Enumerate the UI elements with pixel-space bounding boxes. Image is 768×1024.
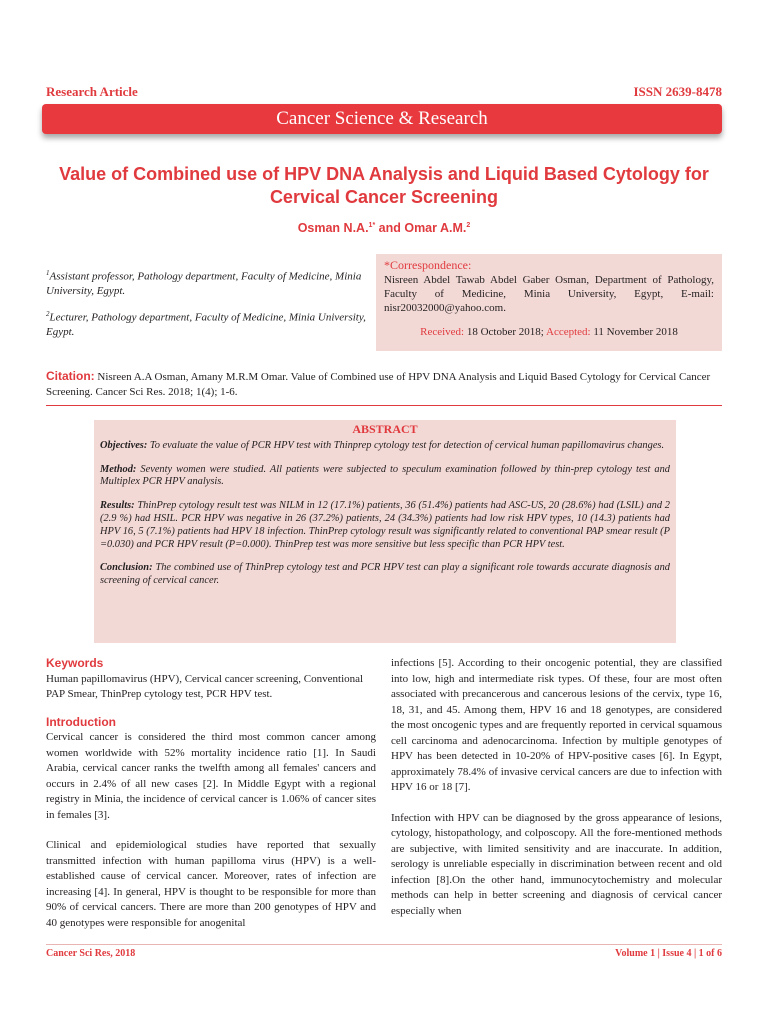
abstract-box: [94, 420, 676, 643]
affiliation-2-marker: 2: [46, 310, 50, 318]
conclusion-label: Conclusion:: [100, 562, 153, 574]
affiliation-1: [46, 266, 368, 298]
article-title: Value of Combined use of HPV DNA Analysis and Liquid Based Cytology for Cervical Cancer Screening: [59, 164, 709, 207]
footer-divider: [46, 944, 722, 945]
author-2-superscript: 2: [466, 221, 471, 229]
accepted-date: 11 November 2018: [590, 326, 678, 338]
affiliation-1-marker: 1: [46, 269, 50, 277]
citation-label: Citation:: [46, 369, 95, 383]
correspondence-heading: *Correspondence:: [384, 258, 472, 272]
right-column: [391, 656, 722, 934]
introduction-paragraph-1: Cervical cancer is considered the third most common cancer among women worldwide with 52% mortality incidence ratio [1]. In Saudi Arabia, cervical cancer ranks the twelfth among all females' cancers and occurs in 2.4% of all new cases [2]. In Middle Egypt with a regional registry in Minia, the incidence of cervical cancer is 1.06% of cancer sites in females [3].: [46, 731, 376, 821]
issn-label: ISSN 2639-8478: [633, 84, 722, 99]
author-1-superscript: 1*: [368, 221, 376, 229]
affiliation-1-text: Assistant professor, Pathology department, Faculty of Medicine, Minia University, Egypt.: [46, 270, 362, 297]
received-label: Received:: [420, 326, 465, 338]
affiliation-2-text: Lecturer, Pathology department, Faculty of Medicine, Minia University, Egypt.: [46, 311, 366, 338]
author-2: Omar A.M.: [404, 221, 467, 235]
right-paragraph-2: Infection with HPV can be diagnosed by the gross appearance of lesions, cytology, histopathology, and colposcopy. All the fore-mentioned methods are subjective, with limited sensitivity and are inaccurate. In addition, serology is unreliable especially in discrimination between recent and old infection [8].On the other hand, immunocytochemistry and molecular methods can help in better screening and diagnosis of cervical cancer especially when: [391, 811, 722, 917]
correspondence-text: Nisreen Abdel Tawab Abdel Gaber Osman, Department of Pathology, Faculty of Medicine, Minia University, Egypt, E-mail: nisr20032000@yahoo.com.: [384, 274, 714, 314]
section-divider: [46, 405, 722, 406]
abstract-heading: ABSTRACT: [352, 422, 418, 436]
correspondence-box: [376, 254, 722, 351]
footer-journal-citation: Cancer Sci Res, 2018: [46, 948, 136, 959]
abstract-objectives: [100, 440, 670, 453]
accepted-label: Accepted:: [546, 326, 591, 338]
objectives-text: To evaluate the value of PCR HPV test with Thinprep cytology test for detection of cervical human papillomavirus changes.: [147, 439, 665, 451]
results-label: Results:: [100, 500, 135, 512]
author-line: [46, 221, 722, 235]
citation-block: [46, 369, 722, 400]
citation-text: Nisreen A.A Osman, Amany M.R.M Omar. Value of Combined use of HPV DNA Analysis and Liquid Based Cytology for Cervical Cancer Screening. Cancer Sci Res. 2018; 1(4); 1-6.: [46, 371, 711, 398]
conclusion-text: The combined use of ThinPrep cytology test and PCR HPV test can play a significant role towards accurate diagnosis and screening of cervical cancer.: [100, 562, 670, 587]
method-text: Seventy women were studied. All patients were subjected to speculum examination followed by thin-prep cytology test and Multiplex PCR HPV analysis.: [100, 463, 670, 488]
keywords-heading: Keywords: [46, 656, 104, 670]
results-text: ThinPrep cytology result test was NILM in 12 (17.1%) patients, 36 (51.4%) patients had ASC-US, 20 (28.6%) had (LSIL) and 2 (2.9 %) had HSIL. PCR HPV was negative in 26 (37.2%) patients, 24 (34.3%) patients had low risk HPV types, 10 (14.3) patients had HPV 16, 5 (7.1%) patients had HPV 18 infection. ThinPrep cytology result was significantly related to conventional PAP smear result (P =0.030) and PCR HPV result (P=0.000). ThinPrep test was more sensitive but less specific than PCR HPV test.: [100, 500, 670, 550]
abstract-conclusion: [100, 562, 670, 588]
received-date: 18 October 2018;: [464, 326, 546, 338]
left-column: [46, 656, 376, 946]
abstract-method: [100, 464, 670, 490]
introduction-paragraph-2: Clinical and epidemiological studies have reported that sexually transmitted infection with human papilloma virus (HPV) is a well-established cause of cervical cancer. Moreover, rates of infection are increasing [4]. In general, HPV is thought to be responsible for more than 90% of cervical cancers. There are more than 200 genotypes of HPV and 40 genotypes were responsible for anogenital: [46, 839, 376, 929]
author-conjunction: and: [375, 221, 405, 235]
abstract-results: [100, 500, 670, 551]
affiliation-2: [46, 307, 368, 339]
author-1: Osman N.A.: [297, 221, 369, 235]
footer-page-info: Volume 1 | Issue 4 | 1 of 6: [615, 948, 722, 959]
article-type-label: Research Article: [46, 84, 138, 99]
dates-line: [384, 325, 714, 339]
method-label: Method:: [100, 463, 137, 475]
introduction-heading: Introduction: [46, 714, 116, 729]
objectives-label: Objectives:: [100, 439, 148, 451]
keywords-text: Human papillomavirus (HPV), Cervical cancer screening, Conventional PAP Smear, ThinPrep cytology test, PCR HPV test.: [46, 672, 364, 700]
right-paragraph-1: infections [5]. According to their oncogenic potential, they are classified into low, high and intermediate risk types. Of these, four are most often associated with precancerous and cancerous lesions of the cervix, type 16, 18, 31, and 45. Among them, HPV 16 and 18 genotypes, are considered the most oncogenic types and are frequently reported in cervical squamous cell carcinoma and adenocarcinoma. Infection by multiple genotypes of HPV has been detected in 10-20% of HPV-positive cases [6]. In Egypt, approximately 78.4% of invasive cervical cancers are due to infection with HPV 16 or 18 [7].: [391, 657, 722, 793]
journal-name-banner: Cancer Science & Research: [42, 104, 722, 134]
